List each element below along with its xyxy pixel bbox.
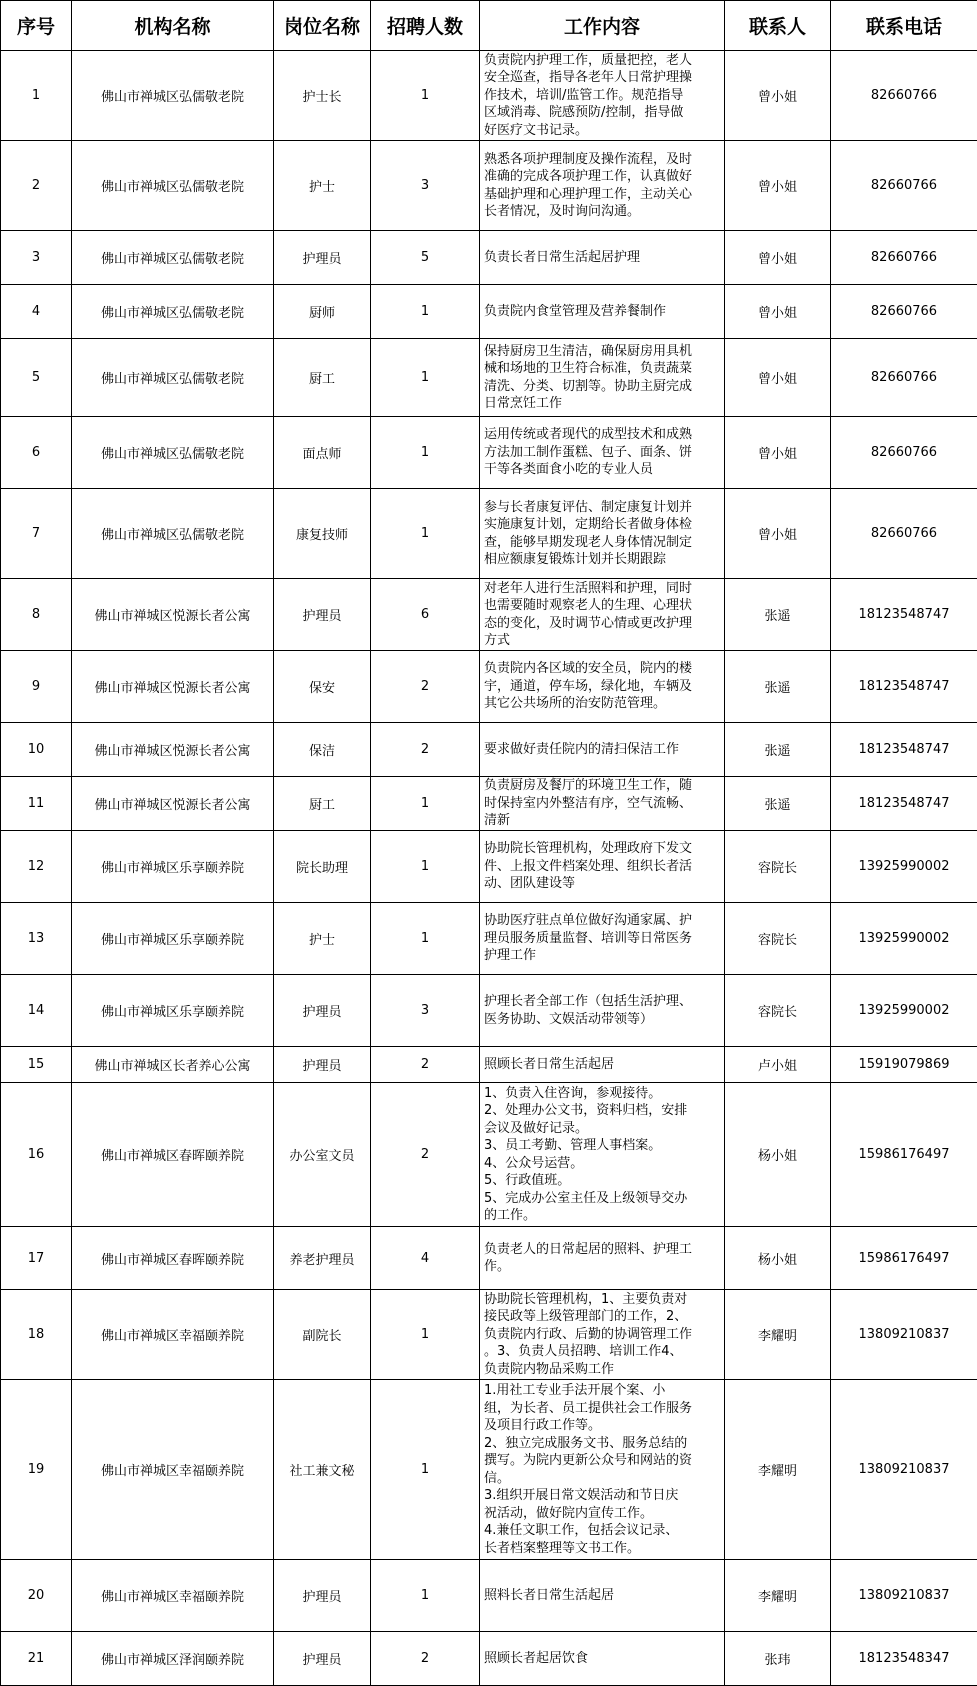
row-index: 5 bbox=[1, 339, 72, 417]
contact-person: 张玮 bbox=[725, 1632, 831, 1686]
table-row bbox=[1, 417, 977, 489]
row-index: 6 bbox=[1, 417, 72, 489]
header-organization: 机构名称 bbox=[72, 1, 274, 51]
job-description: 照料长者日常生活起居 bbox=[480, 1560, 725, 1632]
position-name: 护理员 bbox=[274, 1632, 371, 1686]
contact-person: 曾小姐 bbox=[725, 285, 831, 339]
contact-phone: 18123548747 bbox=[831, 651, 977, 723]
job-description: 负责长者日常生活起居护理 bbox=[480, 231, 725, 285]
job-description: 1、负责入住咨询，参观接待。 2、处理办公文书，资料归档，安排 会议及做好记录。 3、员工考勤、管理人事档案。 4、公众号运营。 5、行政值班。 5、完成办公室主任及上级领导交办 的工作。 bbox=[480, 1083, 725, 1227]
headcount: 2 bbox=[371, 1632, 480, 1686]
job-description: 负责院内各区域的安全员，院内的楼 宇，通道，停车场，绿化地，车辆及 其它公共场所的治安防范管理。 bbox=[480, 651, 725, 723]
position-name: 护理员 bbox=[274, 975, 371, 1047]
table-row bbox=[1, 831, 977, 903]
header-contact-person: 联系人 bbox=[725, 1, 831, 51]
organization-name: 佛山市禅城区幸福颐养院 bbox=[72, 1290, 274, 1380]
header-job-description: 工作内容 bbox=[480, 1, 725, 51]
organization-name: 佛山市禅城区悦源长者公寓 bbox=[72, 651, 274, 723]
table-row bbox=[1, 1227, 977, 1290]
contact-person: 容院长 bbox=[725, 975, 831, 1047]
organization-name: 佛山市禅城区春晖颐养院 bbox=[72, 1083, 274, 1227]
organization-name: 佛山市禅城区弘儒敬老院 bbox=[72, 141, 274, 231]
contact-person: 曾小姐 bbox=[725, 339, 831, 417]
position-name: 护理员 bbox=[274, 1560, 371, 1632]
job-description: 运用传统或者现代的成型技术和成熟 方法加工制作蛋糕、包子、面条、饼 干等各类面食小吃的专业人员 bbox=[480, 417, 725, 489]
headcount: 1 bbox=[371, 777, 480, 831]
organization-name: 佛山市禅城区弘儒敬老院 bbox=[72, 285, 274, 339]
table-row bbox=[1, 1083, 977, 1227]
organization-name: 佛山市禅城区弘儒敬老院 bbox=[72, 339, 274, 417]
contact-phone: 18123548747 bbox=[831, 723, 977, 777]
headcount: 1 bbox=[371, 51, 480, 141]
headcount: 3 bbox=[371, 975, 480, 1047]
organization-name: 佛山市禅城区乐享颐养院 bbox=[72, 903, 274, 975]
contact-phone: 13809210837 bbox=[831, 1380, 977, 1560]
contact-phone: 82660766 bbox=[831, 417, 977, 489]
header-position: 岗位名称 bbox=[274, 1, 371, 51]
table-row bbox=[1, 1632, 977, 1686]
row-index: 8 bbox=[1, 579, 72, 651]
organization-name: 佛山市禅城区弘儒敬老院 bbox=[72, 489, 274, 579]
job-description: 照顾长者起居饮食 bbox=[480, 1632, 725, 1686]
table-row bbox=[1, 723, 977, 777]
row-index: 11 bbox=[1, 777, 72, 831]
job-description: 照顾长者日常生活起居 bbox=[480, 1047, 725, 1083]
job-description: 负责院内护理工作，质量把控，老人 安全巡查，指导各老年人日常护理操 作技术，培训/监管工作。规范指导 区域消毒、院感预防/控制，指导做 好医疗文书记录。 bbox=[480, 51, 725, 141]
job-description: 协助院长管理机构，1、主要负责对 接民政等上级管理部门的工作，2、 负责院内行政、后勤的协调管理工作 。3、负责人员招聘、培训工作4、 负责院内物品采购工作 bbox=[480, 1290, 725, 1380]
contact-person: 曾小姐 bbox=[725, 417, 831, 489]
header-headcount: 招聘人数 bbox=[371, 1, 480, 51]
headcount: 1 bbox=[371, 339, 480, 417]
table-row bbox=[1, 651, 977, 723]
contact-phone: 13809210837 bbox=[831, 1290, 977, 1380]
contact-person: 杨小姐 bbox=[725, 1083, 831, 1227]
contact-person: 李耀明 bbox=[725, 1380, 831, 1560]
headcount: 1 bbox=[371, 903, 480, 975]
headcount: 2 bbox=[371, 1047, 480, 1083]
organization-name: 佛山市禅城区悦源长者公寓 bbox=[72, 579, 274, 651]
headcount: 2 bbox=[371, 1083, 480, 1227]
row-index: 9 bbox=[1, 651, 72, 723]
table-row bbox=[1, 141, 977, 231]
contact-person: 张遥 bbox=[725, 651, 831, 723]
position-name: 护士 bbox=[274, 141, 371, 231]
row-index: 19 bbox=[1, 1380, 72, 1560]
table-row bbox=[1, 777, 977, 831]
contact-phone: 15919079869 bbox=[831, 1047, 977, 1083]
contact-person: 容院长 bbox=[725, 903, 831, 975]
organization-name: 佛山市禅城区弘儒敬老院 bbox=[72, 417, 274, 489]
job-description: 负责厨房及餐厅的环境卫生工作，随 时保持室内外整洁有序，空气流畅、 清新 bbox=[480, 777, 725, 831]
position-name: 厨工 bbox=[274, 339, 371, 417]
row-index: 2 bbox=[1, 141, 72, 231]
position-name: 保洁 bbox=[274, 723, 371, 777]
row-index: 10 bbox=[1, 723, 72, 777]
position-name: 副院长 bbox=[274, 1290, 371, 1380]
table-row bbox=[1, 975, 977, 1047]
headcount: 4 bbox=[371, 1227, 480, 1290]
position-name: 厨师 bbox=[274, 285, 371, 339]
contact-person: 曾小姐 bbox=[725, 231, 831, 285]
position-name: 院长助理 bbox=[274, 831, 371, 903]
header-index: 序号 bbox=[1, 1, 72, 51]
row-index: 20 bbox=[1, 1560, 72, 1632]
organization-name: 佛山市禅城区幸福颐养院 bbox=[72, 1380, 274, 1560]
contact-person: 卢小姐 bbox=[725, 1047, 831, 1083]
row-index: 13 bbox=[1, 903, 72, 975]
headcount: 2 bbox=[371, 723, 480, 777]
organization-name: 佛山市禅城区弘儒敬老院 bbox=[72, 51, 274, 141]
organization-name: 佛山市禅城区弘儒敬老院 bbox=[72, 231, 274, 285]
organization-name: 佛山市禅城区乐享颐养院 bbox=[72, 975, 274, 1047]
contact-person: 曾小姐 bbox=[725, 489, 831, 579]
job-description: 1.用社工专业手法开展个案、小 组，为长者、员工提供社会工作服务 及项目行政工作等。 2、独立完成服务文书、服务总结的 撰写。为院内更新公众号和网站的资 信。 3.组织开展日常文娱活动和节日庆 祝活动，做好院内宣传工作。 4.兼任文职工作，包括会议记录、 长者档案整理等文书工作。 bbox=[480, 1380, 725, 1560]
row-index: 7 bbox=[1, 489, 72, 579]
position-name: 办公室文员 bbox=[274, 1083, 371, 1227]
contact-phone: 82660766 bbox=[831, 231, 977, 285]
organization-name: 佛山市禅城区悦源长者公寓 bbox=[72, 723, 274, 777]
contact-person: 张遥 bbox=[725, 579, 831, 651]
row-index: 18 bbox=[1, 1290, 72, 1380]
position-name: 保安 bbox=[274, 651, 371, 723]
organization-name: 佛山市禅城区泽润颐养院 bbox=[72, 1632, 274, 1686]
contact-person: 曾小姐 bbox=[725, 141, 831, 231]
contact-person: 张遥 bbox=[725, 723, 831, 777]
table-row bbox=[1, 1380, 977, 1560]
headcount: 1 bbox=[371, 1290, 480, 1380]
contact-phone: 15986176497 bbox=[831, 1227, 977, 1290]
row-index: 21 bbox=[1, 1632, 72, 1686]
contact-phone: 13809210837 bbox=[831, 1560, 977, 1632]
row-index: 14 bbox=[1, 975, 72, 1047]
table-row bbox=[1, 231, 977, 285]
contact-phone: 15986176497 bbox=[831, 1083, 977, 1227]
job-description: 对老年人进行生活照料和护理，同时 也需要随时观察老人的生理、心理状 态的变化，及时调节心情或更改护理 方式 bbox=[480, 579, 725, 651]
contact-phone: 18123548747 bbox=[831, 777, 977, 831]
headcount: 1 bbox=[371, 285, 480, 339]
contact-phone: 82660766 bbox=[831, 339, 977, 417]
row-index: 17 bbox=[1, 1227, 72, 1290]
contact-phone: 13925990002 bbox=[831, 975, 977, 1047]
table-row bbox=[1, 1290, 977, 1380]
headcount: 1 bbox=[371, 831, 480, 903]
organization-name: 佛山市禅城区春晖颐养院 bbox=[72, 1227, 274, 1290]
headcount: 2 bbox=[371, 651, 480, 723]
table-row bbox=[1, 1047, 977, 1083]
contact-phone: 82660766 bbox=[831, 141, 977, 231]
header-contact-phone: 联系电话 bbox=[831, 1, 977, 51]
table-row bbox=[1, 339, 977, 417]
table-row bbox=[1, 51, 977, 141]
contact-phone: 82660766 bbox=[831, 285, 977, 339]
contact-phone: 82660766 bbox=[831, 489, 977, 579]
headcount: 6 bbox=[371, 579, 480, 651]
job-description: 保持厨房卫生清洁，确保厨房用具机 械和场地的卫生符合标准，负责蔬菜 清洗、分类、切割等。协助主厨完成 日常烹饪工作 bbox=[480, 339, 725, 417]
table-row bbox=[1, 903, 977, 975]
table-row bbox=[1, 489, 977, 579]
headcount: 1 bbox=[371, 489, 480, 579]
contact-person: 李耀明 bbox=[725, 1290, 831, 1380]
job-description: 熟悉各项护理制度及操作流程，及时 准确的完成各项护理工作，认真做好 基础护理和心理护理工作，主动关心 长者情况，及时询问沟通。 bbox=[480, 141, 725, 231]
organization-name: 佛山市禅城区长者养心公寓 bbox=[72, 1047, 274, 1083]
position-name: 康复技师 bbox=[274, 489, 371, 579]
contact-phone: 82660766 bbox=[831, 51, 977, 141]
contact-phone: 18123548347 bbox=[831, 1632, 977, 1686]
position-name: 护士长 bbox=[274, 51, 371, 141]
job-description: 要求做好责任院内的清扫保洁工作 bbox=[480, 723, 725, 777]
contact-person: 杨小姐 bbox=[725, 1227, 831, 1290]
contact-phone: 13925990002 bbox=[831, 903, 977, 975]
job-description: 护理长者全部工作（包括生活护理、 医务协助、文娱活动带领等） bbox=[480, 975, 725, 1047]
position-name: 护理员 bbox=[274, 231, 371, 285]
headcount: 1 bbox=[371, 417, 480, 489]
job-description: 负责院内食堂管理及营养餐制作 bbox=[480, 285, 725, 339]
position-name: 护士 bbox=[274, 903, 371, 975]
job-description: 协助医疗驻点单位做好沟通家属、护 理员服务质量监督、培训等日常医务 护理工作 bbox=[480, 903, 725, 975]
headcount: 1 bbox=[371, 1560, 480, 1632]
contact-person: 张遥 bbox=[725, 777, 831, 831]
organization-name: 佛山市禅城区悦源长者公寓 bbox=[72, 777, 274, 831]
header-row bbox=[1, 1, 977, 51]
contact-phone: 18123548747 bbox=[831, 579, 977, 651]
position-name: 养老护理员 bbox=[274, 1227, 371, 1290]
row-index: 1 bbox=[1, 51, 72, 141]
row-index: 4 bbox=[1, 285, 72, 339]
organization-name: 佛山市禅城区幸福颐养院 bbox=[72, 1560, 274, 1632]
position-name: 护理员 bbox=[274, 1047, 371, 1083]
headcount: 5 bbox=[371, 231, 480, 285]
contact-phone: 13925990002 bbox=[831, 831, 977, 903]
row-index: 12 bbox=[1, 831, 72, 903]
position-name: 护理员 bbox=[274, 579, 371, 651]
contact-person: 容院长 bbox=[725, 831, 831, 903]
job-description: 协助院长管理机构，处理政府下发文 件、上报文件档案处理、组织长者活 动、团队建设等 bbox=[480, 831, 725, 903]
headcount: 3 bbox=[371, 141, 480, 231]
headcount: 1 bbox=[371, 1380, 480, 1560]
table-row bbox=[1, 1560, 977, 1632]
row-index: 3 bbox=[1, 231, 72, 285]
job-description: 参与长者康复评估、制定康复计划并 实施康复计划，定期给长者做身体检 查，能够早期发现老人身体情况制定 相应额康复锻炼计划并长期跟踪 bbox=[480, 489, 725, 579]
job-description: 负责老人的日常起居的照料、护理工 作。 bbox=[480, 1227, 725, 1290]
table-row bbox=[1, 285, 977, 339]
table-row bbox=[1, 579, 977, 651]
row-index: 15 bbox=[1, 1047, 72, 1083]
contact-person: 李耀明 bbox=[725, 1560, 831, 1632]
position-name: 厨工 bbox=[274, 777, 371, 831]
organization-name: 佛山市禅城区乐享颐养院 bbox=[72, 831, 274, 903]
position-name: 社工兼文秘 bbox=[274, 1380, 371, 1560]
row-index: 16 bbox=[1, 1083, 72, 1227]
position-name: 面点师 bbox=[274, 417, 371, 489]
contact-person: 曾小姐 bbox=[725, 51, 831, 141]
